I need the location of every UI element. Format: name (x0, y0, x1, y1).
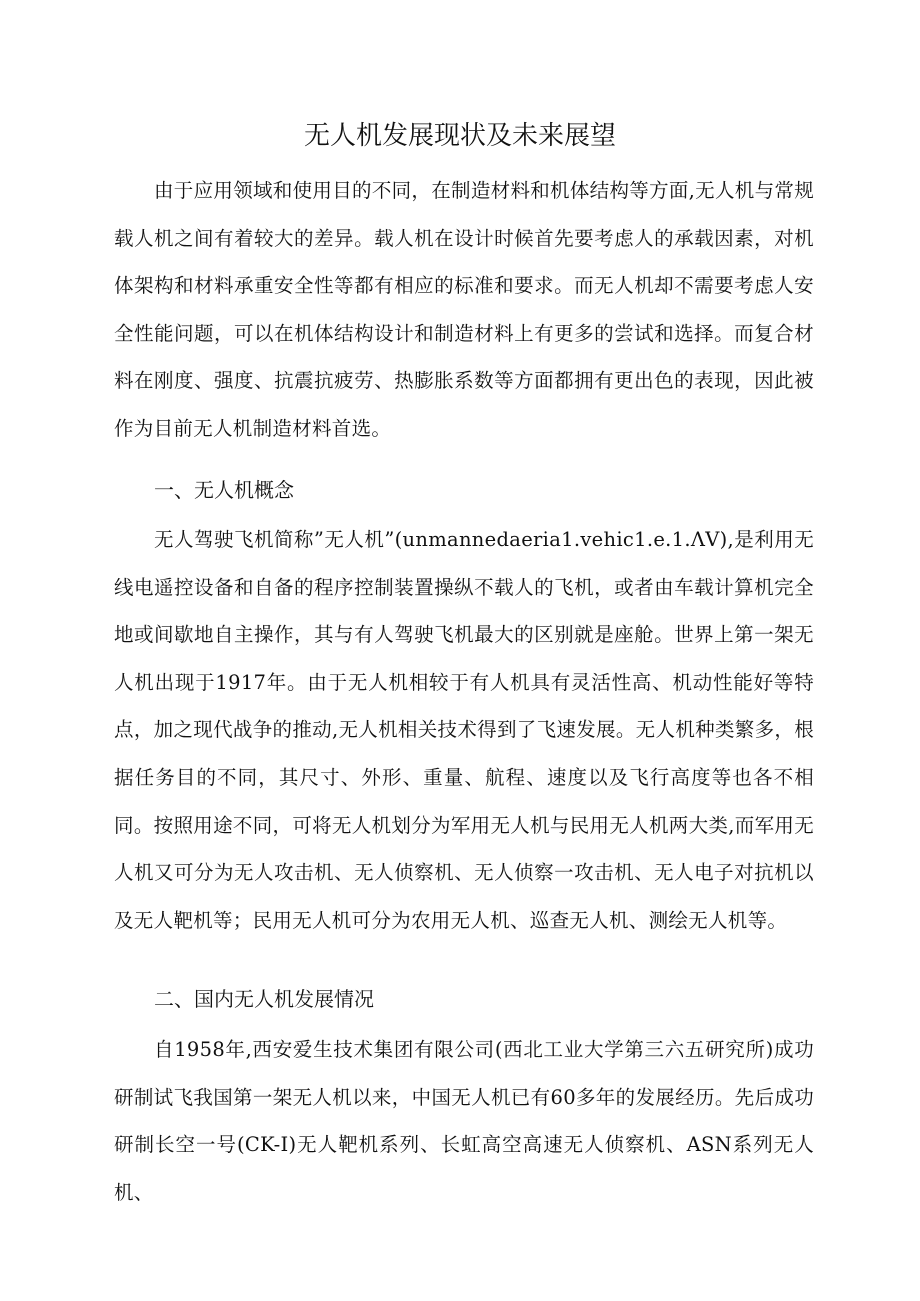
section-paragraph-concept: 无人驾驶飞机简称”无人机”(unmannedaeria1.vehic1.e.1.ΛV),是利用无线电遥控设备和自备的程序控制装置操纵不载人的飞机，或者由车载计算机完全地或间歇地自主操作，其与有人驾驶飞机最大的区别就是座舱。世界上第一架无人机出现于1917年。由于无人机相较于有人机具有灵活性高、机动性能好等特点，加之现代战争的推动,无人机相关技术得到了飞速发展。无人机种类繁多，根据任务目的不同，其尺寸、外形、重量、航程、速度以及飞行高度等也各不相同。按照用途不同，可将无人机划分为军用无人机与民用无人机两大类,而军用无人机又可分为无人攻击机、无人侦察机、无人侦察一攻击机、无人电子对抗机以及无人靶机等；民用无人机可分为农用无人机、巡查无人机、测绘无人机等。 (114, 528, 814, 932)
intro-paragraph: 由于应用领域和使用目的不同，在制造材料和机体结构等方面,无人机与常规载人机之间有着较大的差异。载人机在设计时候首先要考虑人的承载因素，对机体架构和材料承重安全性等都有相应的标准和要求。而无人机却不需要考虑人安全性能问题，可以在机体结构设计和制造材料上有更多的尝试和选择。而复合材料在刚度、强度、抗震抗疲劳、热膨胀系数等方面都拥有更出色的表现，因此被作为目前无人机制造材料首选。 (114, 179, 814, 440)
section-paragraph-domestic-development: 自1958年,西安爱生技术集团有限公司(西北工业大学第三六五研究所)成功研制试飞我国第一架无人机以来，中国无人机已有60多年的发展经历。先后成功研制长空一号(CK-I)无人靶机系列、长虹高空高速无人侦察机、ASN系列无人机、 (114, 1038, 814, 1204)
section-heading-domestic-development: 二、国内无人机发展情况 (154, 987, 374, 1011)
document-title: 无人机发展现状及未来展望 (303, 121, 616, 151)
section-heading-concept: 一、无人机概念 (154, 478, 294, 502)
